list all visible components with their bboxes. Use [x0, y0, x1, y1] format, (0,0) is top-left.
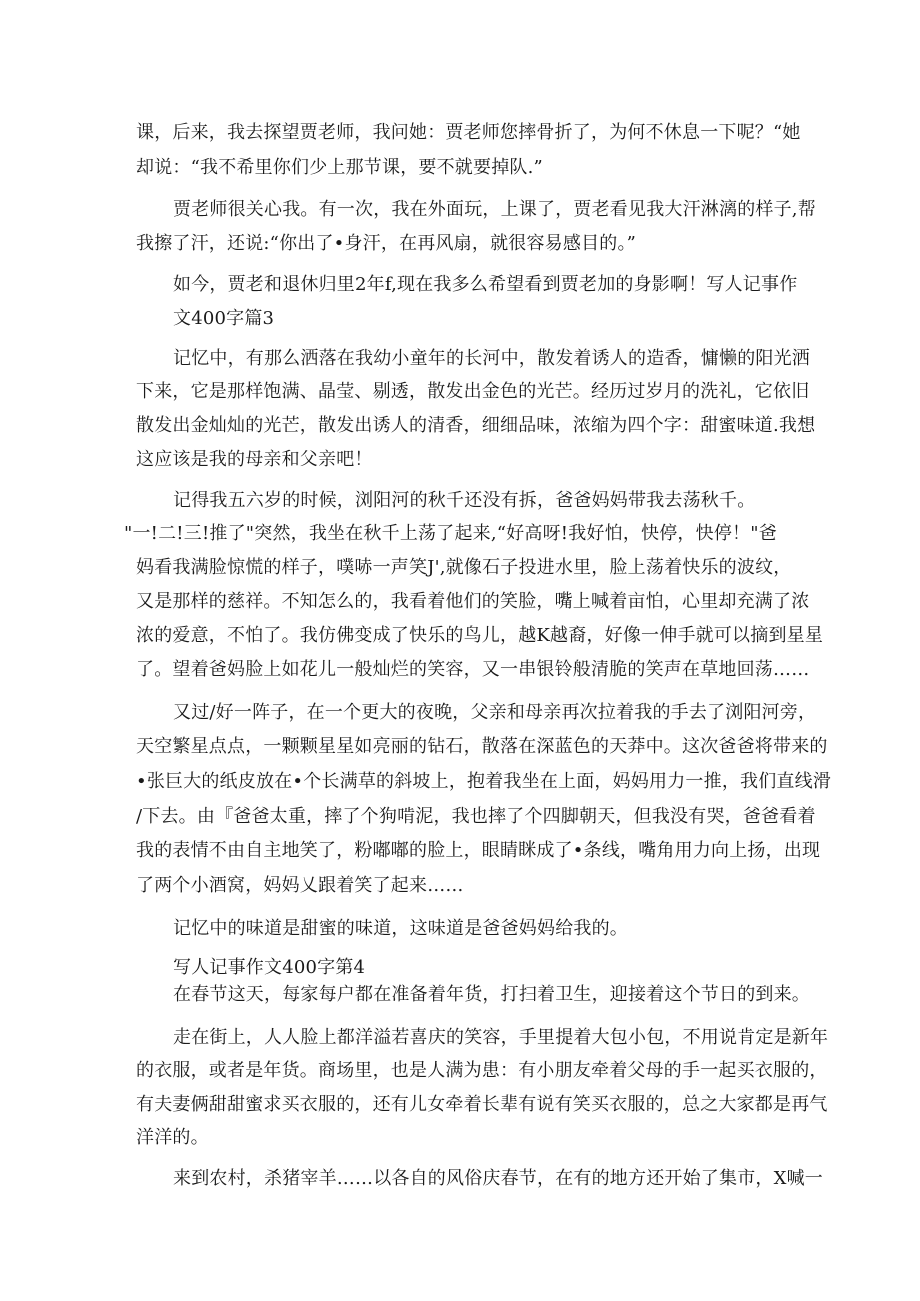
text-line: 课，后来，我去探望贾老师，我问她：贾老师您摔骨折了，为何不休息一下呢？“她 [136, 122, 801, 143]
section-heading: 写人记事作文400字第4 [173, 957, 366, 978]
text-line: 记忆中的味道是甜蜜的味道，这味道是爸爸妈妈给我的。 [173, 918, 628, 939]
text-line: 了。望着爸妈脸上如花儿一般灿烂的笑容，又一串银铃般清脆的笑声在草地回荡…… [136, 659, 810, 680]
text-line: 我擦了汗，还说:“你出了•身汗，在再风扇，就很容易感目的。” [136, 233, 637, 254]
text-line: 却说：“我不希里你们少上那节课，要不就要掉队.” [136, 157, 543, 178]
text-line: 如今，贾老和退休归里2年f,现在我多么希望看到贾老加的身影啊！写人记事作 [173, 274, 798, 295]
text-line: 又过/好一阵子，在一个更大的夜晚，父亲和母亲再次拉着我的手去了浏阳河旁， [173, 702, 817, 723]
text-line: 了两个小酒窝，妈妈乂跟着笑了起来…… [136, 875, 464, 896]
text-line: 的衣服，或者是年货。商场里，也是人满为患：有小朋友牵着父母的手一起买衣服的， [136, 1060, 828, 1081]
text-line: 贾老师很关心我。有一次，我在外面玩，上课了，贾老看见我大汗淋漓的样子,帮 [173, 199, 816, 220]
text-line: 又是那样的慈祥。不知怎么的，我看着他们的笑脸，嘴上喊着亩怕，心里却充满了浓 [136, 591, 810, 612]
text-line: 妈看我满脸惊慌的样子，噗哧一声笑J',就像石子投进水里，脸上荡着快乐的波纹， [136, 557, 792, 578]
text-line: 这应该是我的母亲和父亲吧！ [136, 449, 373, 470]
text-line: "一!二!三!推了"突然，我坐在秋千上荡了起来,“好高呀!我好怕，快停，快停！"爸 [124, 523, 777, 544]
text-line: 我的表情不由自主地笑了，粉嘟嘟的脸上，眼睛眯成了•条线，嘴角用力向上扬，出现 [136, 840, 821, 861]
text-line: 下来，它是那样饱满、晶莹、剔透，散发出金色的光芒。经历过岁月的洗礼，它依旧 [136, 381, 810, 402]
text-line: 来到农村，杀猪宰羊……以各自的风俗庆春节，在有的地方还开始了集市，X喊一 [173, 1168, 824, 1189]
section-heading: 文400字篇3 [173, 308, 275, 329]
text-line: /下去。由『爸爸太重，摔了个狗啃泥，我也摔了个四脚朝天，但我没有哭，爸爸看着 [136, 806, 816, 827]
text-line: 散发出金灿灿的光芒，散发出诱人的清香，细细品味，浓缩为四个字：甜蜜味道.我想 [136, 415, 816, 436]
text-line: 有夫妻俩甜甜蜜求买衣服的，还有儿女牵着长辈有说有笑买衣服的，总之大家都是再气 [136, 1094, 828, 1115]
text-line: 在春节这天，每家每户都在准备着年货，打扫着卫生，迎接着这个节日的到来。 [173, 984, 810, 1005]
text-line: 记得我五六岁的时候，浏阳河的秋千还没有拆，爸爸妈妈带我去荡秋千。 [173, 490, 756, 511]
text-line: 记忆中，有那么洒落在我幼小童年的长河中，散发着诱人的造香，慵懒的阳光洒 [173, 348, 810, 369]
text-line: 浓的爱意，不怕了。我仿佛变成了快乐的鸟儿，越K越裔，好像一伸手就可以摘到星星 [136, 625, 824, 646]
text-line: 走在街上，人人脸上都洋溢若喜庆的笑容，手里提着大包小包，不用说肯定是新年 [173, 1027, 829, 1048]
text-line: 天空繁星点点，一颗颗星星如亮丽的钻石，散落在深蓝色的天莽中。这次爸爸将带来的 [136, 736, 828, 757]
text-line: 洋洋的。 [136, 1127, 209, 1148]
text-line: •张巨大的纸皮放在•个长满草的斜坡上，抱着我坐在上面，妈妈用力一推，我们直线滑 [136, 771, 832, 792]
